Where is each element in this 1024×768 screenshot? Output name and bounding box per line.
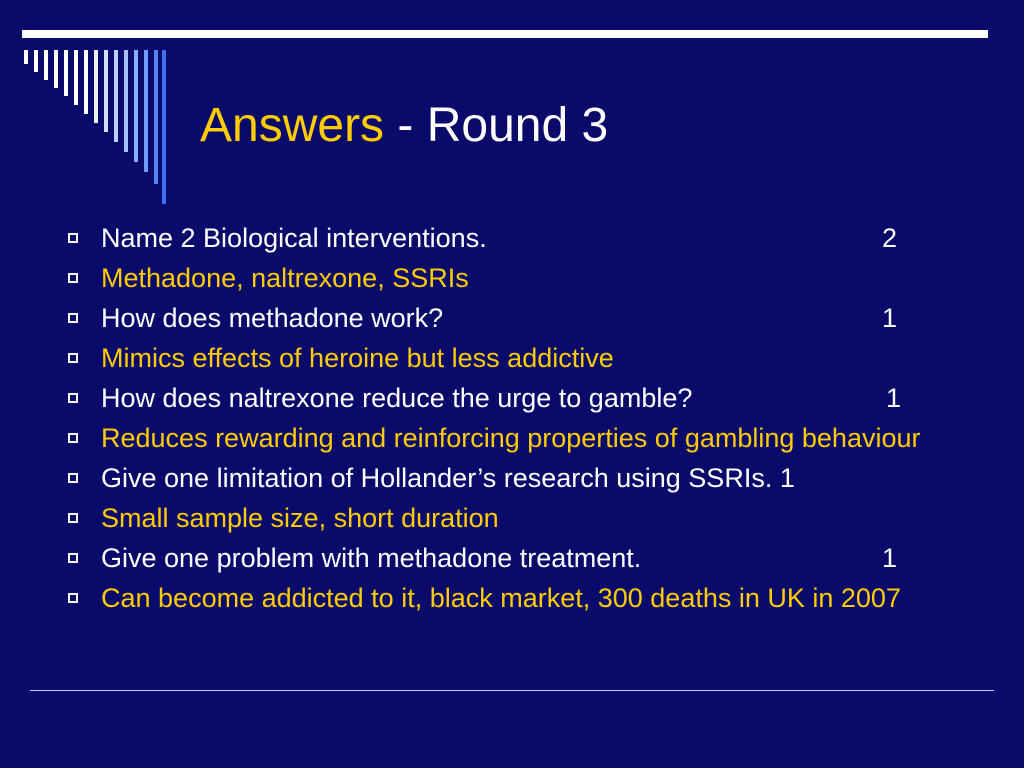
list-item	[64, 542, 1004, 574]
list-item	[64, 502, 1004, 534]
deco-bar	[94, 50, 98, 123]
item-text: How does naltrexone reduce the urge to gamble?	[101, 383, 693, 413]
item-text: Small sample size, short duration	[101, 503, 499, 533]
deco-bar	[34, 50, 38, 72]
hollow-square-icon	[68, 313, 78, 323]
deco-bar	[54, 50, 58, 88]
item-text: How does methadone work?	[101, 303, 444, 333]
deco-bar	[114, 50, 118, 142]
top-rule	[22, 30, 988, 38]
hollow-square-icon	[68, 393, 78, 403]
slide-title	[200, 98, 608, 154]
deco-bar	[124, 50, 128, 152]
list-item	[64, 462, 1004, 494]
deco-bar	[162, 50, 166, 204]
list-item	[64, 582, 1001, 614]
item-text: Methadone, naltrexone, SSRIs	[101, 263, 469, 293]
hollow-square-icon	[68, 513, 78, 523]
deco-bar	[154, 50, 158, 184]
deco-bar	[84, 50, 88, 114]
hollow-square-icon	[68, 473, 78, 483]
deco-bar	[144, 50, 148, 172]
deco-bar	[44, 50, 48, 80]
hollow-square-icon	[68, 433, 78, 443]
deco-bar	[74, 50, 78, 105]
hollow-square-icon	[68, 353, 78, 363]
item-text: Give one limitation of Hollander’s research using SSRIs. 1	[101, 463, 795, 493]
deco-bar	[24, 50, 28, 64]
answer-list	[64, 222, 1004, 622]
hollow-square-icon	[68, 273, 78, 283]
item-text: Reduces rewarding and reinforcing properties of gambling behaviour	[101, 423, 921, 453]
deco-bar	[134, 50, 138, 162]
list-item	[64, 262, 1004, 294]
list-item	[64, 422, 1001, 454]
item-marks: 1	[886, 383, 902, 413]
list-item	[64, 302, 1004, 334]
hollow-square-icon	[68, 593, 78, 603]
title-rest: - Round 3	[384, 99, 609, 152]
item-text: Give one problem with methadone treatment.	[101, 543, 642, 573]
item-marks: 1	[882, 543, 898, 573]
item-marks: 2	[882, 223, 898, 253]
item-text: Name 2 Biological interventions.	[101, 223, 487, 253]
list-item	[64, 222, 1004, 254]
deco-bar	[104, 50, 108, 132]
deco-bar	[64, 50, 68, 96]
item-marks: 1	[882, 303, 898, 333]
item-text: Can become addicted to it, black market, 300 deaths in UK in 2007	[101, 583, 901, 613]
list-item	[64, 382, 1004, 414]
list-item	[64, 342, 1004, 374]
bottom-rule	[30, 690, 994, 691]
hollow-square-icon	[68, 553, 78, 563]
title-accent: Answers	[200, 99, 385, 152]
hollow-square-icon	[68, 233, 78, 243]
item-text: Mimics effects of heroine but less addictive	[101, 343, 614, 373]
